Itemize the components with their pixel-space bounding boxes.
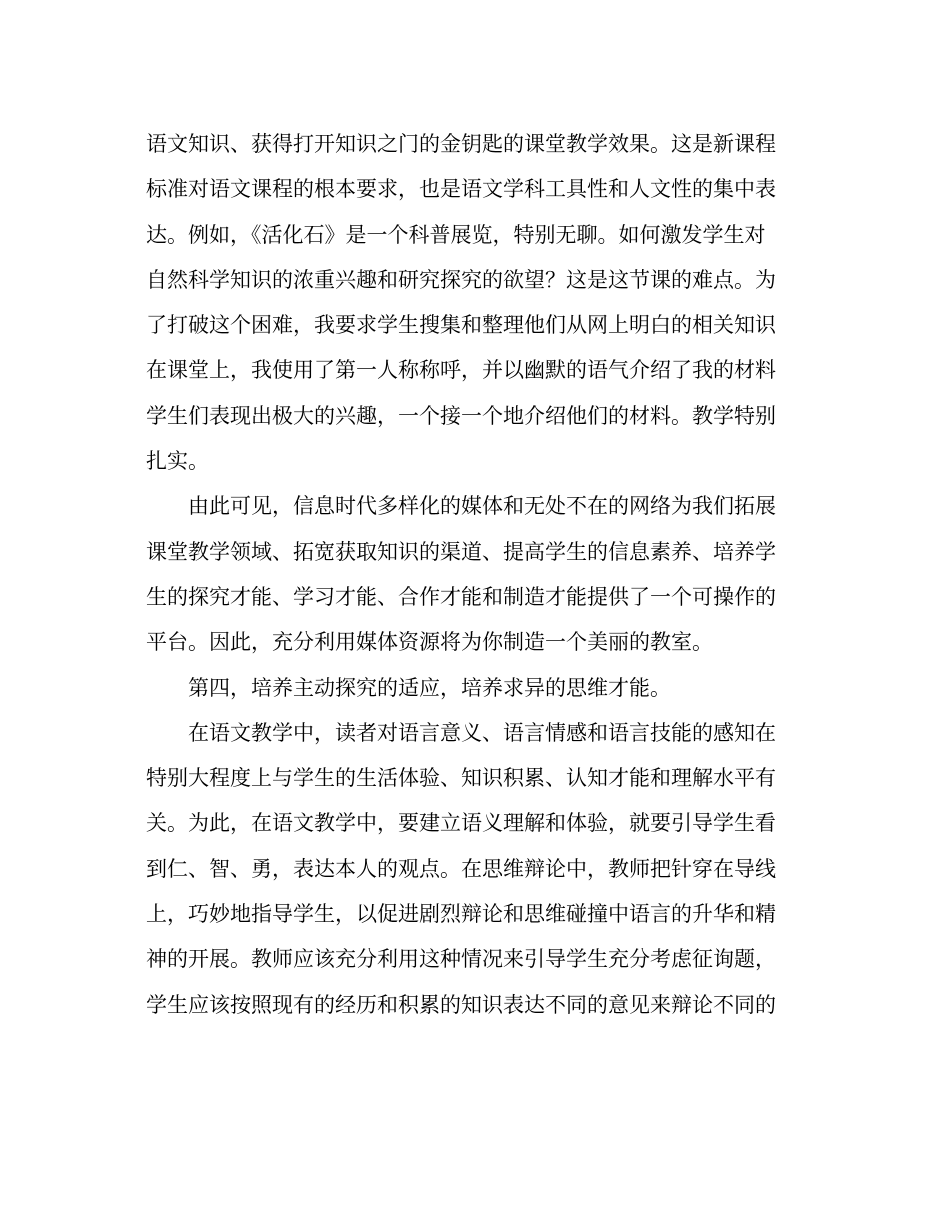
paragraph-2	[146, 484, 808, 665]
paragraph-3	[146, 666, 808, 711]
text-line: 在语文教学中，读者对语言意义、语言情感和语言技能的感知在	[188, 720, 776, 745]
text-line: 上，巧妙地指导学生，以促进剧烈辩论和思维碰撞中语言的升华和精	[146, 902, 776, 927]
paragraph-4	[146, 711, 808, 1028]
text-line: 标准对语文课程的根本要求，也是语文学科工具性和人文性的集中表	[146, 177, 776, 202]
text-line: 第四，培养主动探究的适应，培养求异的思维才能。	[188, 675, 671, 700]
text-line: 在课堂上，我使用了第一人称称呼，并以幽默的语气介绍了我的材料	[146, 358, 776, 383]
paragraph-1	[146, 122, 808, 484]
text-line: 由此可见，信息时代多样化的媒体和无处不在的网络为我们拓展	[188, 494, 776, 519]
text-line: 课堂教学领域、拓宽获取知识的渠道、提高学生的信息素养、培养学	[146, 539, 776, 564]
text-line: 特别大程度上与学生的生活体验、知识积累、认知才能和理解水平有	[146, 766, 776, 791]
text-line: 自然科学知识的浓重兴趣和研究探究的欲望？这是这节课的难点。为	[146, 267, 776, 292]
text-line: 学生应该按照现有的经历和积累的知识表达不同的意见来辩论不同的	[146, 992, 776, 1017]
text-line: 语文知识、获得打开知识之门的金钥匙的课堂教学效果。这是新课程	[146, 132, 776, 156]
text-line: 神的开展。教师应该充分利用这种情况来引导学生充分考虑征询题，	[146, 947, 776, 972]
text-line: 学生们表现出极大的兴趣，一个接一个地介绍他们的材料。教学特别	[146, 403, 776, 428]
text-line: 了打破这个困难，我要求学生搜集和整理他们从网上明白的相关知识	[146, 313, 776, 338]
body-text	[146, 122, 808, 1028]
text-line: 生的探究才能、学习才能、合作才能和制造才能提供了一个可操作的	[146, 584, 776, 609]
text-line: 达。例如，《活化石》是一个科普展览，特别无聊。如何激发学生对	[146, 222, 766, 247]
text-line: 平台。因此，充分利用媒体资源将为你制造一个美丽的教室。	[146, 630, 713, 655]
text-line: 扎实。	[146, 449, 209, 474]
text-line: 关。为此，在语文教学中，要建立语义理解和体验，就要引导学生看	[146, 811, 776, 836]
text-line: 到仁、智、勇，表达本人的观点。在思维辩论中，教师把针穿在导线	[146, 856, 776, 881]
